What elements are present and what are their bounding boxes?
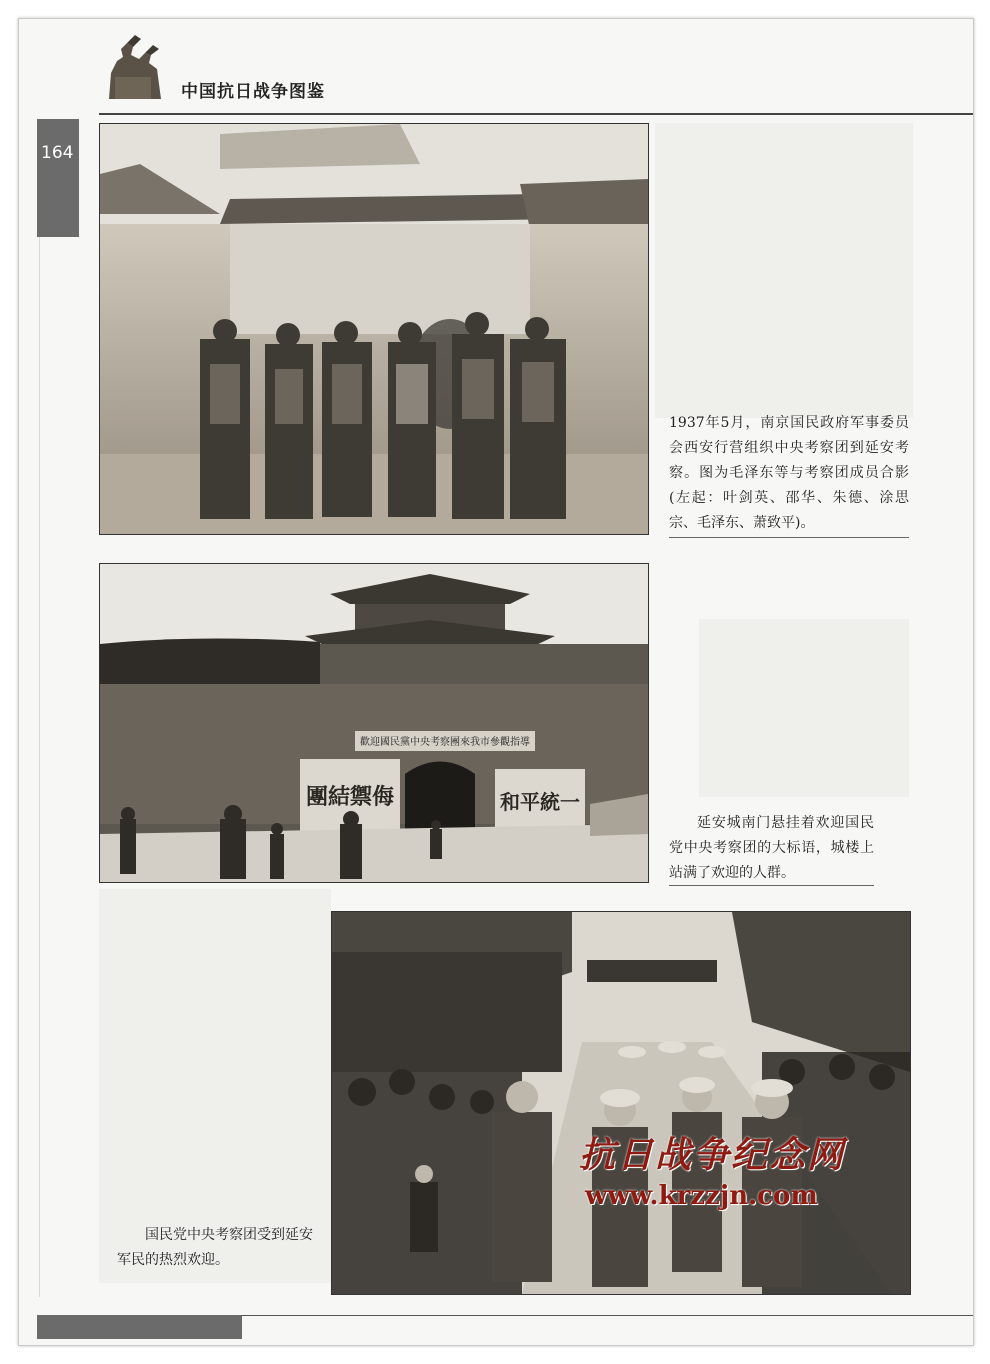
book-page: [18, 18, 974, 1346]
caption-rule: [669, 537, 909, 538]
page-number-tab: [37, 119, 79, 237]
book-title: 中国抗日战争图鉴: [181, 82, 325, 102]
gate-banner-text: 歡迎國民黨中央考察團來我市參觀指導: [360, 737, 530, 748]
soldier-statue-logo-icon: [101, 33, 171, 99]
city-gate-photo: [99, 563, 649, 883]
watermark-url: www.krzzjn.com: [585, 1181, 818, 1211]
header-divider: [99, 113, 974, 115]
footer-rule: [241, 1315, 974, 1316]
photo-caption: 延安城南门悬挂着欢迎国民党中央考察团的大标语，城楼上站满了欢迎的人群。: [669, 815, 874, 881]
page-number: 164: [41, 143, 74, 163]
footer-bar: [37, 1315, 242, 1339]
photo-caption: 1937年5月，南京国民政府军事委员会西安行营组织中央考察团到延安考察。图为毛泽东等与考察团成员合影(左起：叶剑英、邵华、朱德、涂思宗、毛泽东、萧致平)。: [669, 415, 909, 531]
caption-rule: [669, 885, 874, 886]
watermark-title: 抗日战争纪念网: [579, 1134, 846, 1176]
group-portrait-photo: [99, 123, 649, 535]
right-gate-sign: 和平統一: [500, 790, 580, 814]
background-panel: [655, 123, 913, 418]
background-panel: [699, 619, 909, 797]
street-procession-photo: [331, 911, 911, 1295]
photo-caption: 国民党中央考察团受到延安军民的热烈欢迎。: [117, 1227, 313, 1268]
margin-line: [39, 237, 40, 1297]
left-gate-sign: 團結禦侮: [305, 784, 395, 810]
